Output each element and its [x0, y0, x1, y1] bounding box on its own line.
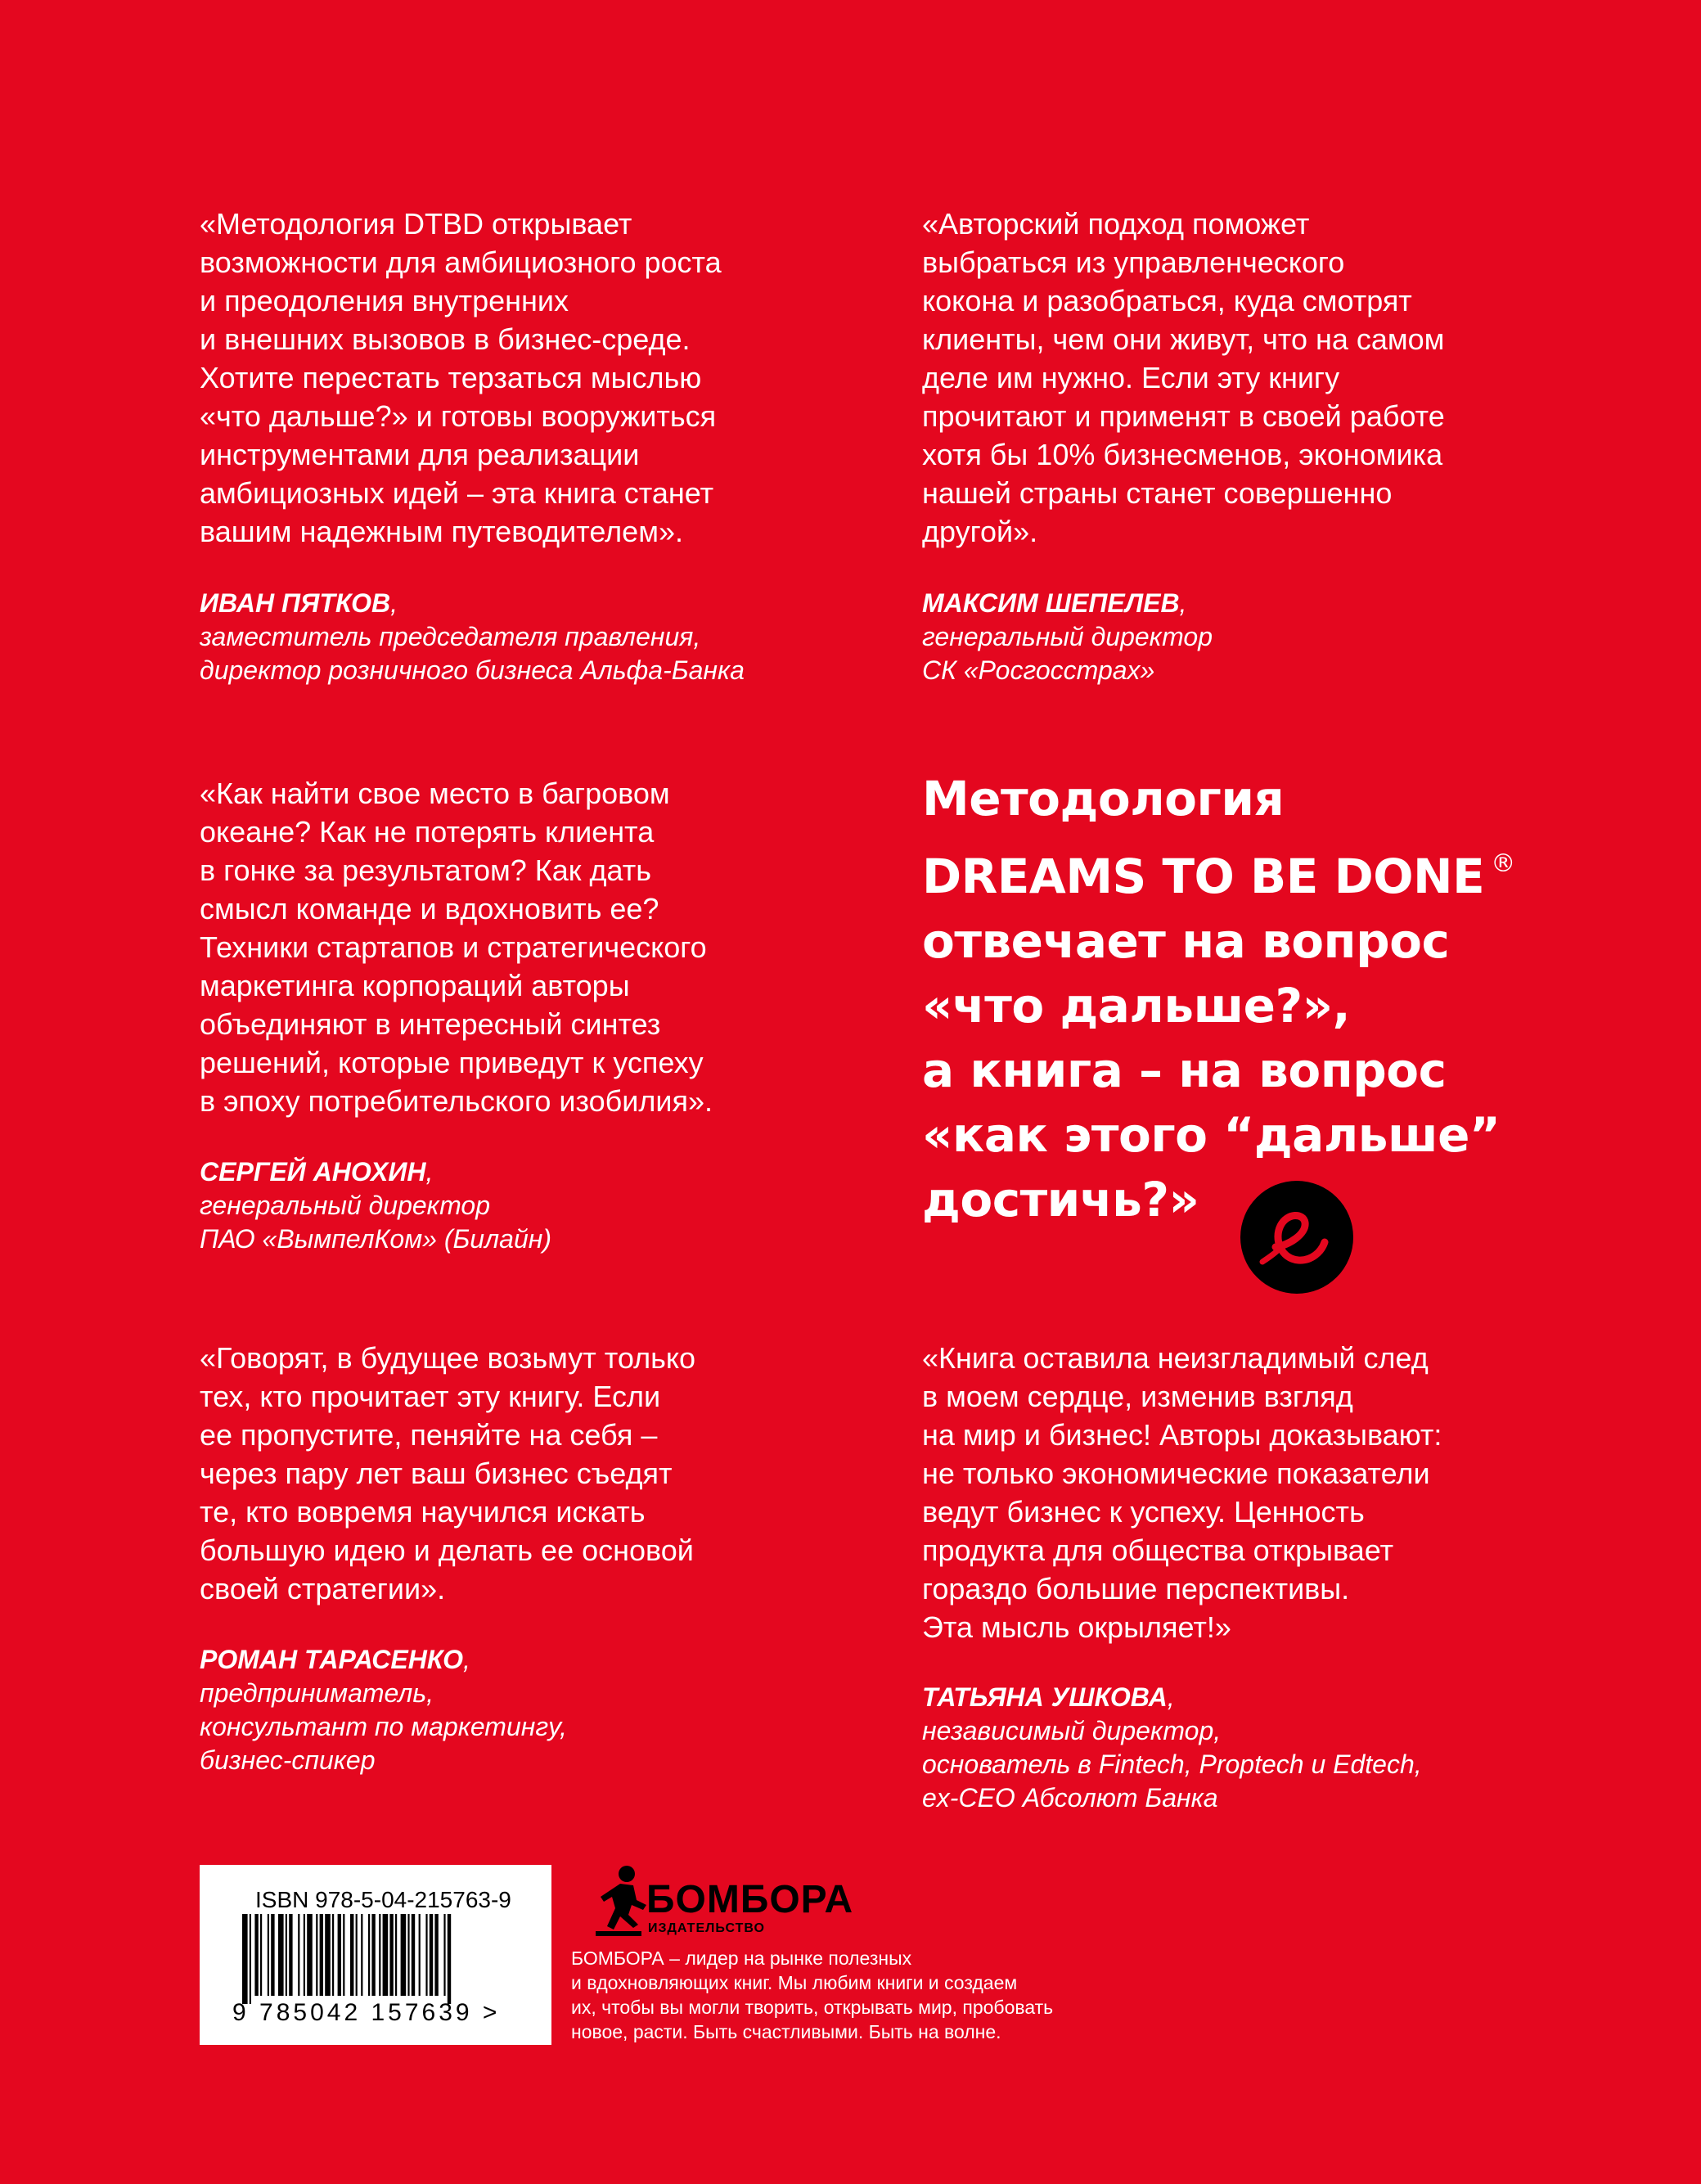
barcode-bar	[407, 1914, 409, 1996]
barcode-bar	[278, 1914, 284, 1996]
barcode-bar	[304, 1914, 305, 1996]
barcode-bar	[254, 1914, 258, 1996]
barcode-bar	[419, 1914, 421, 1996]
testimonial-author-3: СЕРГЕЙ АНОХИН, генеральный директор ПАО «ВымпелКом» (Билайн)	[200, 1155, 551, 1256]
barcode-bar	[242, 1914, 248, 2004]
barcode-bar	[383, 1914, 389, 1996]
slogan-brand: DREAMS TO BE DONE	[922, 849, 1485, 904]
author-role-5: независимый директор, основатель в Fintech, Proptech и Edtech, ex-CEO Абсолют Банка	[922, 1716, 1422, 1812]
slogan-line-3: отвечает на вопрос	[922, 913, 1450, 969]
barcode-bar	[268, 1914, 269, 1996]
author-name-5: ТАТЬЯНА УШКОВА	[922, 1682, 1168, 1712]
barcode-bar	[298, 1914, 299, 1996]
slogan	[922, 767, 1515, 1232]
testimonial-author-2: МАКСИМ ШЕПЕЛЕВ, генеральный директор СК «Росгосстрах»	[922, 587, 1213, 687]
barcode-bar	[448, 1914, 451, 2004]
author-role-4: предприниматель, консультант по маркетингу, бизнес-спикер	[200, 1678, 567, 1775]
barcode-bar	[443, 1914, 445, 1996]
author-role-2: генеральный директор СК «Росгосстрах»	[922, 622, 1213, 685]
barcode-bar	[307, 1914, 313, 1996]
slogan-line-1: Методология	[922, 771, 1285, 826]
publisher-brand: БОМБОРА	[646, 1878, 854, 1921]
slogan-line-5: а книга – на вопрос	[922, 1042, 1447, 1098]
barcode-bar	[379, 1914, 380, 1996]
testimonial-author-5: ТАТЬЯНА УШКОВА, независимый директор, основатель в Fintech, Proptech и Edtech, ex-CEO Абсолют Банка	[922, 1681, 1422, 1815]
barcode-bar	[343, 1914, 344, 1996]
barcode-bar	[320, 1914, 323, 1996]
slogan-line-2	[922, 831, 1515, 909]
barcode-bar	[368, 1914, 370, 1996]
author-role-1: заместитель председателя правления, директор розничного бизнеса Альфа-Банка	[200, 622, 745, 685]
slogan-line-7: достичь?»	[922, 1172, 1199, 1227]
ean-digits: 9 785042 157639 >	[232, 1999, 501, 2026]
barcode-bar	[289, 1914, 292, 1996]
author-name-2: МАКСИМ ШЕПЕЛЕВ	[922, 588, 1180, 618]
barcode-bar	[434, 1914, 438, 1996]
publisher-subtitle: ИЗДАТЕЛЬСТВО	[648, 1921, 765, 1935]
barcode-bar	[316, 1914, 317, 1996]
testimonial-quote-5: «Книга оставила неизгладимый след в моем сердце, изменив взгляд на мир и бизнес! Авторы доказывают: не только экономические показатели ведут бизнес к успеху. Ценность продукта для общества открывает гораздо большие перспективы. Эта мысль окрыляет!»	[922, 1341, 1442, 1644]
barcode-bar	[271, 1914, 274, 1996]
barcode-bar	[401, 1914, 407, 1996]
barcode-bar	[325, 1914, 331, 1996]
barcode-icon	[242, 1914, 512, 2004]
testimonial-author-1: ИВАН ПЯТКОВ, заместитель председателя правления, директор розничного бизнеса Альфа-Банка	[200, 587, 745, 687]
testimonial-quote-3: «Как найти свое место в багровом океане? Как не потерять клиента в гонке за результатом? Как дать смысл команде и вдохновить ее? Техники стартапов и стратегического маркетинга корпораций авторы объединяют в интересный синтез решений, которые приведут к успеху в эпоху потребительского изобилия».	[200, 777, 713, 1118]
testimonial-quote-4: «Говорят, в будущее возьмут только тех, кто прочитает эту книгу. Если ее пропустите, пеняйте на себя – через пару лет ваш бизнес съедят те, кто вовремя научился искать большую идею и делать ее основой своей стратегии».	[200, 1341, 696, 1605]
slogan-line-4: «что дальше?»,	[922, 978, 1351, 1033]
barcode-box	[200, 1865, 551, 2045]
slogan-line-6: «как этого “дальше”	[922, 1107, 1501, 1163]
barcode-bar	[250, 1914, 251, 2004]
testimonial-author-4: РОМАН ТАРАСЕНКО, предприниматель, консультант по маркетингу, бизнес-спикер	[200, 1643, 567, 1777]
barcode-bar	[356, 1914, 358, 1996]
barcode-bar	[260, 1914, 262, 1996]
barcode-bar	[361, 1914, 362, 1996]
barcode-bar	[425, 1914, 427, 1996]
author-role-3: генеральный директор ПАО «ВымпелКом» (Билайн)	[200, 1191, 551, 1254]
publisher-e-logo-icon	[1240, 1180, 1354, 1295]
barcode-bar	[395, 1914, 397, 1996]
author-name-3: СЕРГЕЙ АНОХИН	[200, 1157, 426, 1187]
barcode-bar	[389, 1914, 393, 1996]
testimonial-quote-2: «Авторский подход поможет выбраться из управленческого кокона и разобраться, куда смотрят клиенты, чем они живут, что на самом деле им нужно. Если эту книгу прочитают и применят в своей работе хотя бы 10% бизнесменов, экономика нашей страны станет совершенно другой».	[922, 207, 1445, 548]
barcode-bar	[338, 1914, 341, 1996]
registered-mark: ®	[1491, 849, 1515, 878]
author-name-1: ИВАН ПЯТКОВ	[200, 588, 391, 618]
barcode-bar	[412, 1914, 415, 1996]
barcode-bar	[430, 1914, 433, 1996]
publisher-about: БОМБОРА – лидер на рынке полезных и вдохновляющих книг. Мы любим книги и создаем их, чтобы вы могли творить, открывать мир, пробовать новое, расти. Быть счастливыми. Быть на волне.	[571, 1948, 1054, 2042]
testimonial-quote-1: «Методология DTBD открывает возможности для амбициозного роста и преодоления внутренних и внешних вызовов в бизнес-среде. Хотите перестать терзаться мыслью «что дальше?» и готовы вооружиться инструментами для реализации амбициозных идей – эта книга станет вашим надежным путеводителем».	[200, 207, 722, 548]
barcode-bar	[332, 1914, 334, 1996]
barcode-bar	[350, 1914, 353, 1996]
isbn-label: ISBN 978-5-04-215763-9	[255, 1887, 511, 1912]
barcode-bar	[286, 1914, 287, 1996]
barcode-bar	[371, 1914, 375, 1996]
author-name-4: РОМАН ТАРАСЕНКО	[200, 1645, 463, 1674]
